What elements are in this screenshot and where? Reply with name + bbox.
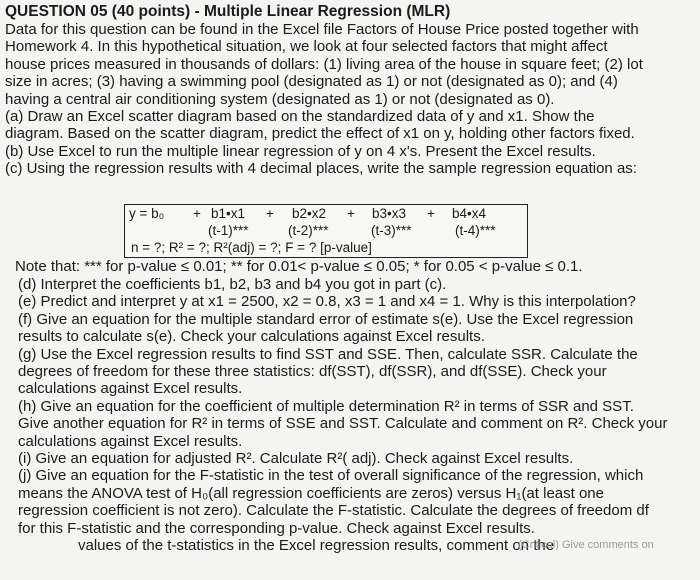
intro-line: diagram. Based on the scatter diagram, predict the effect of x1 on y, holding other factors fixed. [5, 125, 635, 143]
question-line: (g) Use the Excel regression results to find SST and SSE. Then, calculate SSR. Calculate the [18, 345, 638, 363]
eq-stats: n = ?; R² = ?; R²(adj) = ?; F = ? [p-value] [131, 240, 372, 255]
eq-term: b3•x3 [372, 206, 407, 221]
intro-line: (b) Use Excel to run the multiple linear regression of y on 4 x's. Present the Excel results. [5, 142, 596, 160]
question-line: (e) Predict and interpret y at x1 = 2500, x2 = 0.8, x3 = 1 and x4 = 1. Why is this interpolation? [18, 293, 636, 311]
eq-tstat: (t-4)*** [455, 223, 496, 238]
intro-line: Homework 4. In this hypothetical situation, we look at four selected factors that might affect [5, 38, 608, 56]
question-line-cut [18, 537, 688, 554]
question-title: QUESTION 05 (40 points) - Multiple Linear Regression (MLR) [5, 3, 451, 20]
intro-line: Data for this question can be found in the Excel file Factors of House Price posted together with [5, 21, 639, 38]
eq-tstat: (t-2)*** [288, 223, 329, 238]
eq-plus: + [427, 206, 435, 221]
question-line: degrees of freedom for these three statistics: df(SST), df(SSR), and df(SSE). Check your [18, 363, 607, 381]
intro-line: size in acres; (3) having a swimming pool (designated as 1) or not (designated as 0); and (4) [5, 73, 618, 91]
regression-equation-box [124, 204, 528, 258]
question-line-partial: values of the t-statistics in the Excel regression results, comment on the [78, 537, 555, 555]
eq-tstat: (t-3)*** [371, 223, 412, 238]
eq-term: y = b₀ [129, 206, 165, 221]
question-line: calculations against Excel results. [18, 432, 243, 450]
question-line: (d) Interpret the coefficients b1, b2, b3 and b4 you got in part (c). [18, 276, 447, 293]
intro-line: house prices measured in thousands of dollars: (1) living area of the house in square feet; (2) lot [5, 55, 643, 73]
question-document [5, 0, 695, 178]
question-line: (i) Give an equation for adjusted R². Calculate R²( adj). Check against Excel results. [18, 450, 574, 468]
eq-term: b4•x4 [452, 206, 487, 221]
question-line: regression coefficient is not zero). Calculate the F-statistic. Calculate the degrees of freedom df [18, 502, 649, 520]
eq-term: b2•x2 [292, 206, 327, 221]
eq-tstat: (t-1)*** [208, 223, 249, 238]
question-line: (f) Give an equation for the multiple standard error of estimate s(e). Use the Excel regression [18, 310, 634, 328]
question-line: calculations against Excel results. [18, 380, 243, 398]
eq-plus: + [193, 206, 201, 221]
question-line: means the ANOVA test of H₀(all regression coefficients are zeros) versus H₁(at least one [18, 484, 604, 502]
question-line: (h) Give an equation for the coefficient of multiple determination R² in terms of SSR and SST. [18, 397, 634, 415]
question-line: (j) Give an equation for the F-statistic in the test of overall significance of the regression, which [18, 467, 644, 485]
question-line: for this F-statistic and the corresponding p-value. Check against Excel results. [18, 519, 535, 537]
eq-plus: + [347, 206, 355, 221]
question-line: results to calculate s(e). Check your calculations against Excel results. [18, 328, 485, 346]
question-list [18, 276, 688, 554]
significance-note: Note that: *** for p-value ≤ 0.01; ** for 0.01< p-value ≤ 0.05; * for 0.05 < p-value ≤ 0.1. [15, 258, 583, 275]
intro-line: (a) Draw an Excel scatter diagram based on the standardized data of y and x1. Show the [5, 108, 595, 126]
eq-term: b1•x1 [211, 206, 246, 221]
question-line: Give another equation for R² in terms of SSE and SST. Calculate and comment on R². Check your [18, 415, 668, 433]
eq-plus: + [266, 206, 274, 221]
intro-paragraph [5, 21, 695, 178]
cut-fragment: (Critical) Give comments on [518, 539, 654, 552]
intro-line: having a central air conditioning system (designated as 1) or not (designated as 0). [5, 90, 555, 108]
intro-line: (c) Using the regression results with 4 decimal places, write the sample regression equation as: [5, 160, 637, 178]
